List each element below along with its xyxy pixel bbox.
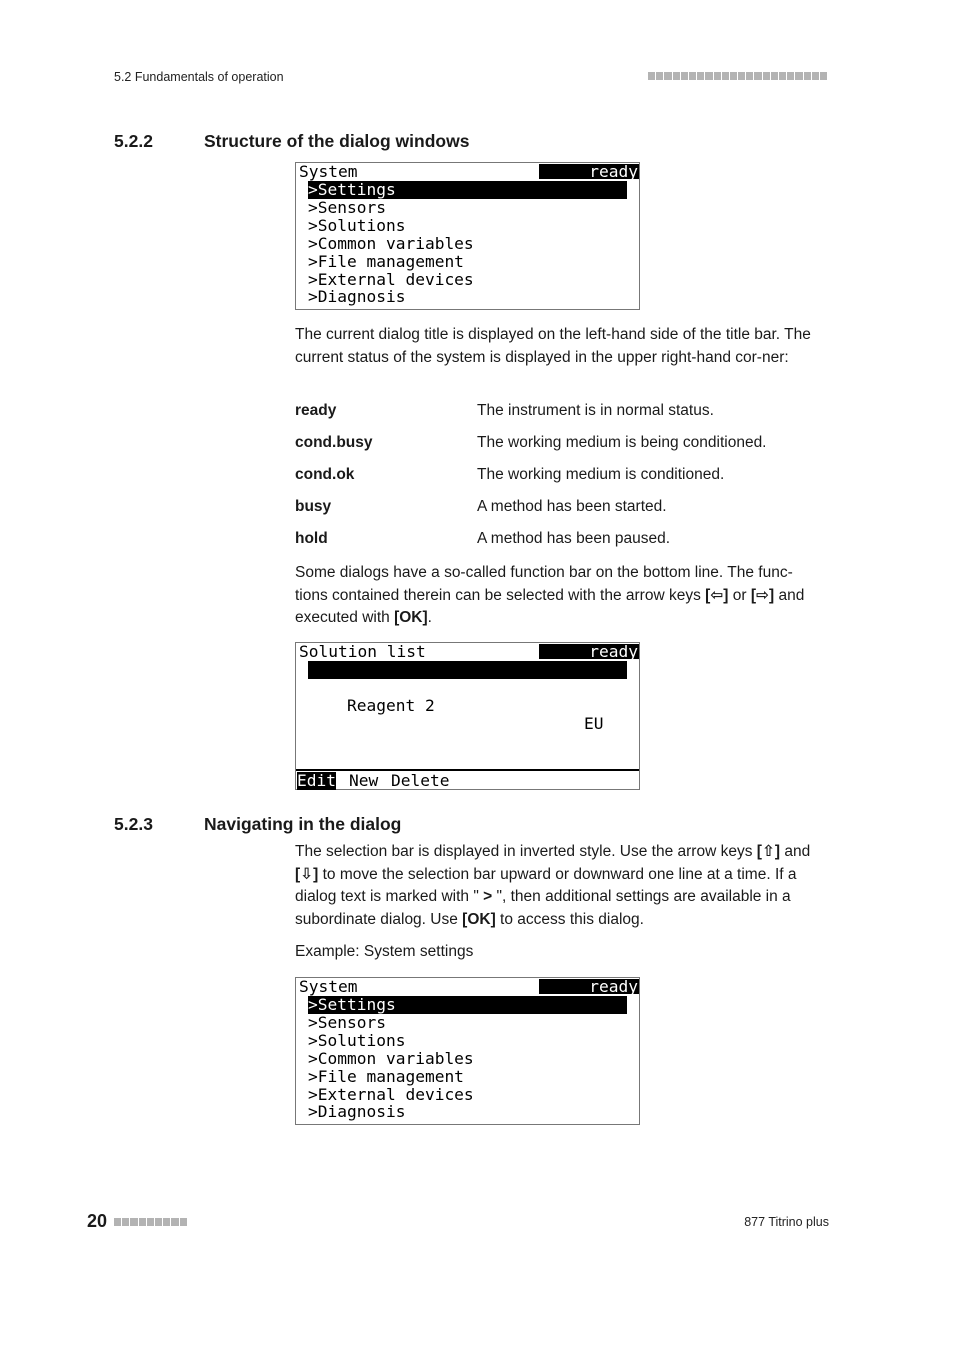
display-screen-solution-list [295, 642, 640, 790]
menu-item-selected: >Settings [308, 181, 627, 199]
status-description: The instrument is in normal status. [477, 402, 714, 419]
function-new: New [349, 771, 379, 790]
solution-name: Reagent 1 [346, 678, 435, 697]
function-delete: Delete [391, 771, 450, 790]
menu-item: >File management [308, 1067, 464, 1086]
section-number: 5.2.3 [114, 814, 153, 834]
status-term: cond.ok [295, 466, 355, 483]
status-indicator: ready [539, 979, 639, 994]
paragraph-navigation: The selection bar is displayed in inverted style. Use the arrow keys [⇧] and [⇩] to move the selection bar upward or downward one line at a time. If a dialog text is marked with " > ", then additional settings are available in a subordinate dialog. Use [OK] to access this dialog. [295, 843, 811, 928]
header-decoration [648, 72, 827, 81]
running-header: 5.2 Fundamentals of operation [114, 70, 284, 84]
solution-unit: *IEU [574, 696, 613, 715]
menu-item-selected: >Settings [308, 996, 627, 1014]
status-description: A method has been started. [477, 498, 667, 515]
status-term: busy [295, 498, 332, 515]
footer-decoration [114, 1218, 187, 1226]
function-edit: Edit [297, 771, 336, 790]
display-screen-system-example [295, 977, 640, 1125]
status-term: hold [295, 530, 328, 547]
menu-item: >Solutions [308, 1031, 406, 1050]
menu-item: >Diagnosis [308, 1102, 406, 1121]
menu-item: >External devices [308, 270, 474, 289]
menu-item: >Common variables [308, 1049, 474, 1068]
status-description: The working medium is being conditioned. [477, 434, 767, 451]
section-title: Navigating in the dialog [204, 814, 402, 834]
screen-title: Solution list [299, 642, 426, 661]
status-description: A method has been paused. [477, 530, 671, 547]
page-number: 20 [87, 1211, 108, 1231]
key-right: [⇨] [750, 586, 775, 604]
status-term: cond.busy [295, 434, 373, 451]
section-title: Structure of the dialog windows [204, 131, 470, 151]
function-bar [296, 769, 639, 789]
solution-unit: EU [584, 714, 604, 733]
screen-title: System [299, 162, 358, 181]
menu-item: >Diagnosis [308, 287, 406, 306]
display-screen-system [295, 162, 640, 310]
menu-item: >Sensors [308, 198, 386, 217]
example-label: Example: System settings [295, 943, 474, 960]
key-up: [⇧] [756, 843, 781, 860]
key-ok: [OK] [462, 910, 496, 928]
section-number: 5.2.2 [114, 131, 153, 151]
paragraph-function-bar: Some dialogs have a so-called function bar on the bottom line. The func-tions contained therein can be selected with the arrow keys [⇦] or [⇨] and executed with [OK]. [295, 564, 805, 626]
menu-item: >File management [308, 252, 464, 271]
menu-item: >Sensors [308, 1013, 386, 1032]
status-term: ready [295, 402, 337, 419]
status-description: The working medium is conditioned. [477, 466, 725, 483]
key-left: [⇦] [705, 586, 729, 604]
menu-item: >Solutions [308, 216, 406, 235]
status-indicator: ready [539, 164, 639, 179]
key-ok: [OK] [394, 609, 428, 626]
menu-item: >External devices [308, 1085, 474, 1104]
key-down: [⇩] [295, 865, 319, 883]
solution-name: Reagent 2 [346, 696, 435, 715]
status-indicator: ready [539, 644, 639, 659]
submenu-marker: > [483, 888, 493, 905]
screen-title: System [299, 977, 358, 996]
paragraph-title-bar: The current dialog title is displayed on the left-hand side of the title bar. The current status of the system is displayed in the upper right-hand cor-ner: [295, 326, 811, 366]
menu-item: >Common variables [308, 234, 474, 253]
product-name: 877 Titrino plus [744, 1215, 829, 1229]
